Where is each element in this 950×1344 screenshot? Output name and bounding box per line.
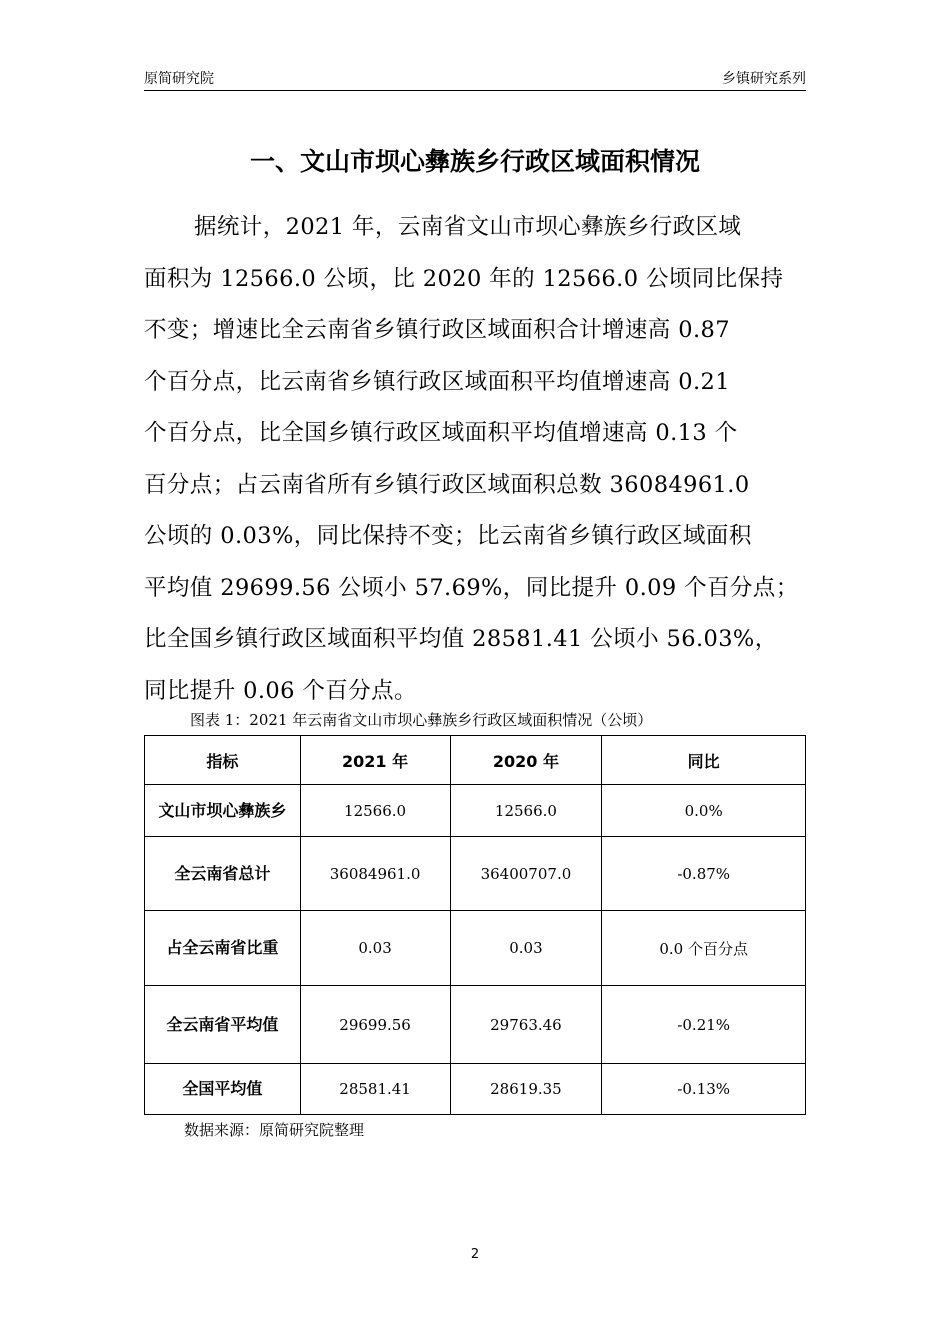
cell-2020: 12566.0 xyxy=(450,785,602,837)
paragraph-line: 不变；增速比全云南省乡镇行政区域面积合计增速高 0.87 xyxy=(144,317,730,343)
body-paragraph xyxy=(144,202,834,717)
cell-yoy: -0.87% xyxy=(602,837,806,911)
table-row xyxy=(145,1064,806,1115)
header-org: 原简研究院 xyxy=(144,71,214,87)
cell-2021: 28581.41 xyxy=(300,1064,450,1115)
header-cell-yoy: 同比 xyxy=(602,736,806,785)
cell-2021: 29699.56 xyxy=(300,986,450,1064)
cell-2020: 36400707.0 xyxy=(450,837,602,911)
cell-yoy: 0.0% xyxy=(602,785,806,837)
paragraph-line: 比全国乡镇行政区域面积平均值 28581.41 公顷小 56.03%， xyxy=(144,626,778,652)
paragraph-line: 百分点；占云南省所有乡镇行政区域面积总数 36084961.0 xyxy=(144,471,750,498)
header-series: 乡镇研究系列 xyxy=(722,71,806,87)
row-label: 文山市坝心彝族乡 xyxy=(145,785,301,837)
table-source: 数据来源：原简研究院整理 xyxy=(184,1121,365,1139)
paragraph-line: 据统计，2021 年，云南省文山市坝心彝族乡行政区域 xyxy=(194,214,742,240)
table-row xyxy=(145,785,806,837)
cell-2021: 36084961.0 xyxy=(300,837,450,911)
row-label: 全云南省总计 xyxy=(145,837,301,911)
table-row xyxy=(145,837,806,911)
paragraph-line: 个百分点，比云南省乡镇行政区域面积平均值增速高 0.21 xyxy=(144,368,730,395)
paragraph-line: 同比提升 0.06 个百分点。 xyxy=(144,677,417,704)
paragraph-line: 公顷的 0.03%，同比保持不变；比云南省乡镇行政区域面积 xyxy=(144,523,752,549)
header-cell-indicator: 指标 xyxy=(145,736,301,785)
cell-2020: 0.03 xyxy=(450,911,602,986)
row-label: 占全云南省比重 xyxy=(145,911,301,986)
table-header-row xyxy=(145,736,806,785)
table-caption: 图表 1：2021 年云南省文山市坝心彝族乡行政区域面积情况（公顷） xyxy=(190,711,653,729)
row-label: 全云南省平均值 xyxy=(145,986,301,1064)
paragraph-line: 个百分点，比全国乡镇行政区域面积平均值增速高 0.13 个 xyxy=(144,420,738,446)
cell-2021: 0.03 xyxy=(300,911,450,986)
cell-2020: 29763.46 xyxy=(450,986,602,1064)
page-number: 2 xyxy=(470,1247,480,1262)
section-title: 一、文山市坝心彝族乡行政区域面积情况 xyxy=(249,147,700,176)
table-row xyxy=(145,911,806,986)
cell-2021: 12566.0 xyxy=(300,785,450,837)
cell-yoy: 0.0 个百分点 xyxy=(602,911,806,986)
cell-yoy: -0.13% xyxy=(602,1064,806,1115)
page-header xyxy=(144,64,806,91)
paragraph-line: 平均值 29699.56 公顷小 57.69%，同比提升 0.09 个百分点； xyxy=(144,574,799,601)
cell-yoy: -0.21% xyxy=(602,986,806,1064)
cell-2020: 28619.35 xyxy=(450,1064,602,1115)
table-row xyxy=(145,986,806,1064)
row-label: 全国平均值 xyxy=(145,1064,301,1115)
area-table xyxy=(144,735,806,1115)
header-cell-2021: 2021 年 xyxy=(300,736,450,785)
paragraph-line: 面积为 12566.0 公顷，比 2020 年的 12566.0 公顷同比保持 xyxy=(144,265,784,292)
header-cell-2020: 2020 年 xyxy=(450,736,602,785)
